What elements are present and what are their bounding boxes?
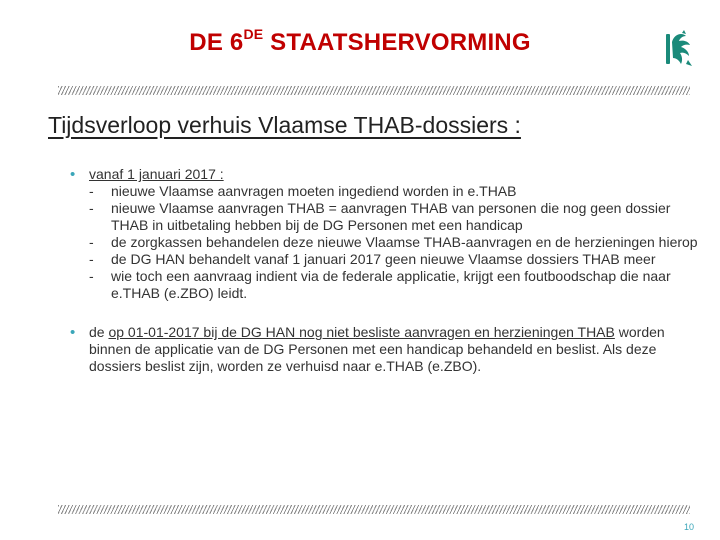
bullet-1 bbox=[70, 166, 700, 302]
dash-glyph: - bbox=[89, 183, 94, 199]
sublist-item bbox=[89, 268, 700, 302]
title-main: DE 6 bbox=[189, 29, 244, 56]
flemish-lion-logo-icon bbox=[664, 28, 694, 70]
sublist-item bbox=[89, 200, 700, 234]
title-superscript: DE bbox=[243, 26, 264, 42]
page-number: 10 bbox=[683, 522, 694, 532]
sublist-item-text: nieuwe Vlaamse aanvragen THAB = aanvragen THAB van personen die nog geen dossier THAB in uitbetaling hebben bij de DG Personen met een handicap bbox=[111, 200, 671, 233]
dash-glyph: - bbox=[89, 200, 94, 216]
bullet-2-text bbox=[89, 324, 700, 375]
bullet-2 bbox=[70, 324, 700, 375]
dash-glyph: - bbox=[89, 234, 94, 250]
dash-glyph: - bbox=[89, 268, 94, 284]
sublist-item bbox=[89, 183, 700, 200]
bullet-1-heading: vanaf 1 januari 2017 : bbox=[89, 166, 224, 182]
sublist-item-text: de DG HAN behandelt vanaf 1 januari 2017 geen nieuwe Vlaamse dossiers THAB meer bbox=[111, 251, 656, 267]
bullet-dot-icon: • bbox=[70, 324, 76, 341]
slide-content bbox=[70, 166, 700, 375]
sublist-item bbox=[89, 251, 700, 268]
bullet-1-sublist bbox=[89, 183, 700, 302]
slide-title bbox=[0, 28, 720, 57]
top-hatched-divider bbox=[58, 86, 690, 95]
bullet-2-prefix: de bbox=[89, 324, 109, 340]
bullet-2-underlined: op 01-01-2017 bij de DG HAN nog niet besliste aanvragen en herzieningen THAB bbox=[108, 324, 615, 340]
bullet-2-rest: worden binnen de applicatie van de DG Personen met een handicap behandeld en beslist. Als deze dossiers beslist zijn, worden ze verhuisd naar e.THAB (e.ZBO). bbox=[89, 324, 665, 374]
dash-glyph: - bbox=[89, 251, 94, 267]
bottom-hatched-divider bbox=[58, 505, 690, 514]
title-rest: STAATSHERVORMING bbox=[263, 29, 531, 56]
slide-subtitle: Tijdsverloop verhuis Vlaamse THAB-dossiers : bbox=[48, 112, 521, 138]
sublist-item-text: nieuwe Vlaamse aanvragen moeten ingediend worden in e.THAB bbox=[111, 183, 517, 199]
sublist-item-text: de zorgkassen behandelen deze nieuwe Vlaamse THAB-aanvragen en de herzieningen hierop bbox=[111, 234, 698, 250]
bullet-dot-icon: • bbox=[70, 166, 76, 183]
sublist-item-text: wie toch een aanvraag indient via de federale applicatie, krijgt een foutboodschap die naar e.THAB (e.ZBO) leidt. bbox=[111, 268, 671, 301]
sublist-item bbox=[89, 234, 700, 251]
